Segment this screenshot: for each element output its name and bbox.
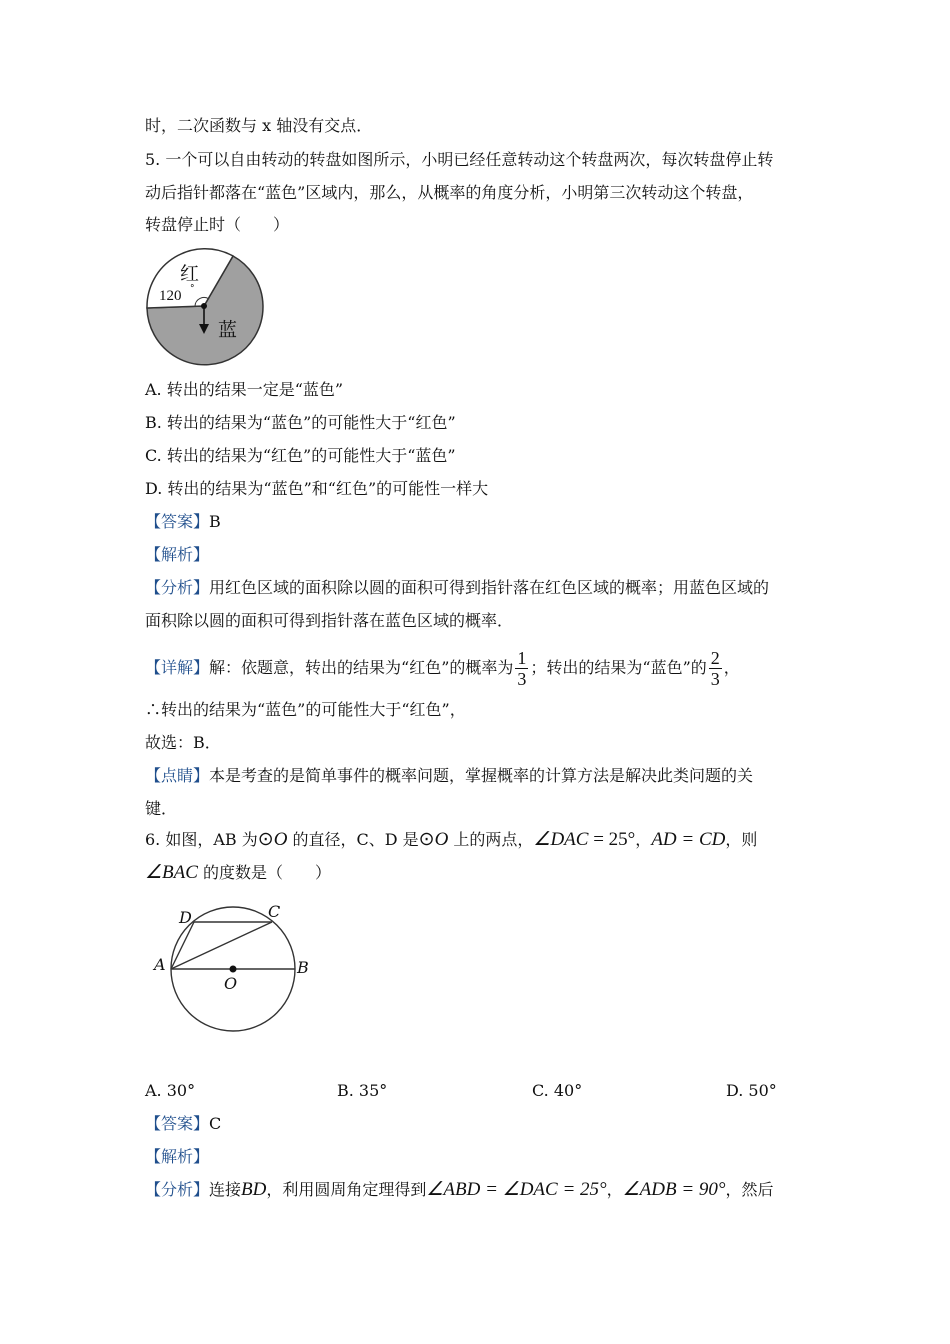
choose-line: 故选：B． [145, 733, 221, 752]
question-5-line-1: 5. 一个可以自由转动的转盘如图所示，小明已经任意转动这个转盘两次，每次转盘停止转 [145, 150, 774, 169]
dianjing-line-2: 键． [145, 799, 178, 818]
label-c: C [268, 902, 281, 921]
fraction-two-thirds: $\frac{2}{3}$ [710, 648, 720, 689]
circle-dot-symbol: ⊙ [257, 829, 274, 850]
option-a: A. 转出的结果一定是“蓝色” [145, 380, 344, 399]
center-point [230, 966, 237, 973]
q6-option-b: B. 35° [337, 1081, 388, 1100]
answer-value: C [209, 1114, 222, 1133]
spinner-red-label: 红 [180, 263, 200, 285]
spinner-angle-label: 120 [159, 288, 182, 304]
fenxi-tag: 【分析】 [145, 578, 210, 597]
question-6-line-1: 6. 如图，AB 为⊙O 的直径，C、D 是⊙O 上的两点，∠DAC = 25°，AD = CD，则 [145, 829, 758, 850]
spinner-figure [140, 246, 270, 372]
spinner-blue-label: 蓝 [218, 319, 238, 341]
circle-dot-symbol: ⊙ [418, 829, 435, 850]
q6-answer-line [145, 1114, 221, 1134]
question-6-line-2: ∠BAC 的度数是（ ） [145, 862, 332, 883]
question-5-line-3: 转盘停止时（ ） [145, 215, 290, 234]
fraction-one-third: $\frac{1}{3}$ [517, 648, 527, 689]
xiangjie-line: 【详解】解：依题意，转出的结果为“红色”的概率为 $\frac{1}{3}$ ；转出的结果为“蓝色”的 $\frac{2}{3}$ ， [145, 648, 740, 689]
answer-tag: 【答案】 [145, 1114, 210, 1133]
answer-line [145, 512, 221, 532]
label-o: O [224, 974, 238, 993]
q6-fenxi-line: 【分析】连接BD，利用圆周角定理得到∠ABD = ∠DAC = 25°，∠ADB = 90°，然后 [145, 1179, 774, 1200]
xiangjie-tag: 【详解】 [145, 658, 210, 677]
fenxi-line-2: 面积除以圆的面积可得到指针落在蓝色区域的概率． [145, 611, 514, 630]
q6-option-c: C. 40° [532, 1081, 583, 1100]
q6-option-a: A. 30° [145, 1081, 196, 1100]
fenxi-tag: 【分析】 [145, 1180, 210, 1199]
label-d: D [179, 908, 192, 927]
text-line: 时，二次函数与 x 轴没有交点． [145, 116, 373, 135]
dianjing-tag: 【点睛】 [145, 766, 210, 785]
q6-option-d: D. 50° [726, 1081, 777, 1100]
option-d: D. 转出的结果为“蓝色”和“红色”的可能性一样大 [145, 479, 489, 498]
option-b: B. 转出的结果为“蓝色”的可能性大于“红色” [145, 413, 456, 432]
label-a: A [154, 955, 166, 974]
label-b: B [297, 958, 309, 977]
analysis-tag: 【解析】 [145, 545, 210, 564]
degree-mark: ° [190, 284, 195, 294]
therefore-line: ∴转出的结果为“蓝色”的可能性大于“红色”， [145, 700, 466, 719]
chord-ad [171, 922, 194, 969]
q6-analysis-tag: 【解析】 [145, 1147, 210, 1166]
question-5-line-2: 动后指针都落在“蓝色”区域内，那么，从概率的角度分析，小明第三次转动这个转盘， [145, 183, 754, 202]
option-c: C. 转出的结果为“红色”的可能性大于“蓝色” [145, 446, 456, 465]
answer-value: B [209, 512, 221, 531]
spinner-center [201, 303, 207, 309]
dianjing-line-1: 【点睛】本是考查的是简单事件的概率问题，掌握概率的计算方法是解决此类问题的关 [145, 766, 754, 785]
fenxi-line-1: 【分析】用红色区域的面积除以圆的面积可得到指针落在红色区域的概率；用蓝色区域的 [145, 578, 770, 597]
answer-tag: 【答案】 [145, 512, 210, 531]
circle-figure [148, 900, 328, 1035]
